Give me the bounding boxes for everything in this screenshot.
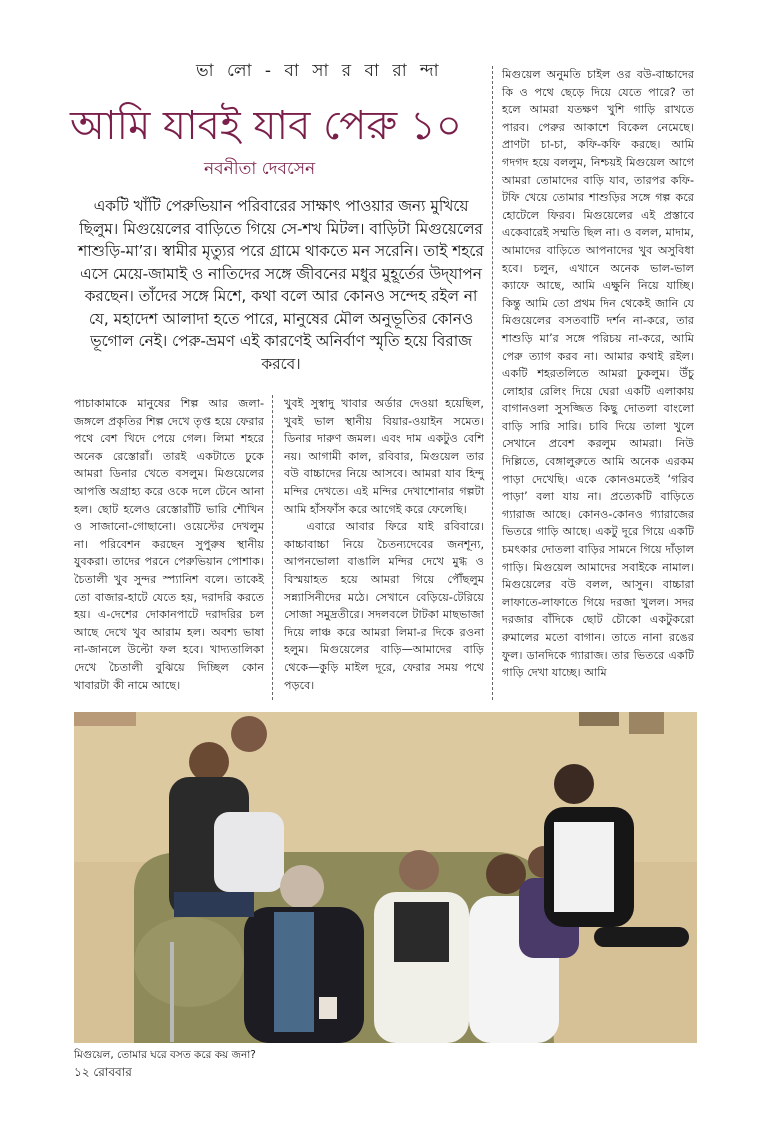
column-divider xyxy=(272,395,273,700)
body-column-3: মিগুয়েল অনুমতি চাইল ওর বউ-বাচ্চাদের কি ও পথে ছেড়ে দিয়ে যেতে পারে? তা হলে আমরা যতক্ষণ খুশি গাড়ি রাখতে পারব। পেরুর আকাশে বিকেল নেমেছে। প্রাণটা চা-চা, কফি-কফি করছে। আমি গদগদ হয়ে বললুম, নিশ্চয়ই মিগুয়েল আগে আমরা তোমাদের বাড়ি যাব, তারপর কফি-টফি খেয়ে তোমার শাশুড়ির সঙ্গে গল্প করে হোটেলে ফিরব। মিগুয়েলের এই প্রস্তাবে একেবারেই সম্মতি ছিল না। ও বলল, মাদাম, আমাদের বাড়িতে আপনাদের খুব অসুবিধা হবে। চলুন, এখানে অনেক ভাল-ভাল ক্যাফে আছে, আমি এক্ষুনি নিয়ে যাচ্ছি। কিন্তু আমি তো প্রথম দিন থেকেই জানি যে মিগুয়েলের বসতবাটি দর্শন না-করে, তার শাশুড়ি মা’র সঙ্গে পরিচয় না-করে, আমি পেরু ত্যাগ করব না। আমার কথাই রইল। একটি শহরতলিতে আমরা ঢুকলুম। উঁচু লোহার রেলিং দিয়ে ঘেরা একটি এলাকায় বাগানওলা সুসজ্জিত কিছু দোতলা বাংলো বাড়ি সারি সারি। চাবি দিয়ে তালা খুলে সেখানে প্রবেশ করলুম আমরা। নিউ দিল্লিতে, বেঙ্গালুরুতে আমি অনেক এরকম পাড়া দেখেছি। একে কোনওমতেই ‘গরিব পাড়া’ বলা যায় না। প্রত্যেকটি বাড়িতে গ্যারাজ আছে। কোনও-কোনও গ্যারাজের ভিতরে গাড়ি আছে। একটু দূরে গিয়ে একটি চমৎকার দোতলা বাড়ির সামনে গিয়ে দাঁড়াল গাড়ি। মিগুয়েল আমাদের সবাইকে নামাল। মিগুয়েলের বউ বলল, আসুন। বাচ্চারা লাফাতে-লাফাতে গিয়ে দরজা খুলল। সদর দরজার বাঁদিকে ছোট চৌকো একটুকরো রুমালের মতো বাগান। তাতে নানা রঙের ফুল। ডানদিকে গ্যারাজ। তার ভিতরে একটি গাড়ি দেখা যাচ্ছে। আমি xyxy=(502,68,695,680)
lead-paragraph: একটি খাঁটি পেরুভিয়ান পরিবারের সাক্ষাৎ পাওয়ার জন্য মুখিয়ে ছিলুম। মিগুয়েলের বাড়িতে গিয়ে সে-শখ মিটল। বাড়িটা মিগুয়েলের শাশুড়ি-মা’র। স্বামীর মৃত্যুর পরে গ্রামে থাকতে মন সরেনি। তাই শহরে এসে মেয়ে-জামাই ও নাতিদের সঙ্গে জীবনের মধুর মুহূর্তের উদ্‌যাপন করছেন। তাঁদের সঙ্গে মিশে, কথা বলে আর কোনও সন্দেহ রইল না যে, মহাদেশ আলাদা হতে পারে, মানুষের মৌল অনুভূতির কোনও ভূগোল নেই। পেরু-ভ্রমণ এই কারণেই অনির্বাণ স্মৃতি হয়ে বিরাজ করবে। xyxy=(78,197,484,373)
family-photo-illustration xyxy=(74,712,697,1043)
author-byline: নবনীতা দেবসেন xyxy=(204,159,316,179)
article-title: আমি যাবই যাব পেরু ১০ xyxy=(70,103,462,149)
body-column-2: খুবই সুস্বাদু খাবার অর্ডার দেওয়া হয়েছিল, খুবই ভাল স্থানীয় বিয়ার-ওয়াইন সমেত। ডিনার দারুণ জমল। এবং দাম একটুও বেশি নয়। আগামী কাল, রবিবার, মিগুয়েল তার বউ বাচ্চাদের নিয়ে আসবে। আমরা যাব হিন্দু মন্দির দেখতে। এই মন্দির দেখাশোনার গল্পটা আমি হাঁসফাঁস করে আগেই করে ফেলেছি। এবারে আবার ফিরে যাই রবিবারে। কাচ্চাবাচ্চা নিয়ে চৈতন্যদেবের জনশূন্য, আপনভোলা বাঙালি মন্দির দেখে মুগ্ধ ও বিস্ময়াহত হয়ে আমরা গিয়ে পৌঁছলুম সন্ন্যাসিনীদের মঠে। সেখানে বেড়িয়ে-টেরিয়ে সোজা সমুদ্রতীরে। সদলবলে টাটকা মাছভাজা দিয়ে লাঞ্চ করে আমরা লিমা-র দিকে রওনা হলুম। মিগুয়েলের বাড়ি—আমাদের বাড়ি থেকে—কুড়ি মাইল দূরে, ফেরার সময় পথে পড়বে। xyxy=(284,397,484,692)
column-divider xyxy=(492,66,493,700)
page-folio: ১২ রোববার xyxy=(74,1065,132,1079)
family-photo xyxy=(74,712,697,1043)
body-column-1: পাচাকামাকে মানুষের শিল্প আর জলা-জঙ্গলে প্রকৃতির শিল্প দেখে তৃপ্ত হয়ে ফেরার পথে বেশ খিদে পেয়ে গেল। লিমা শহরে অনেক রেস্তোরাঁ। তারই একটাতে ঢুকে আমরা ডিনার খেতে বসলুম। মিগুয়েলের আপত্তি অগ্রাহ্য করে ওকে দলে টেনে আনা হল। ছোট হলেও রেস্তোরাঁটি ভারি শৌখিন ও সাজানো-গোছানো। ওয়েস্টের দেখলুম না। পরিবেশন করছেন সুপুরুষ স্থানীয় যুবকরা। তাদের পরনে পেরুভিয়ান পোশাক। চৈতালী খুব সুন্দর স্প্যানিশ বলে। তাকেই তো বাজার-হাটে যেতে হয়, দরাদরি করতে হয়। এ-দেশের দোকানপাটে দরাদরির চল আছে দেখে খুব আরাম হল। অবশ্য ভাষা না-জানলে উল্টো ফল হবে। খাদ্যতালিকা দেখে চৈতালী বুঝিয়ে দিচ্ছিল কোন খাবারটা কী নামে আছে। xyxy=(74,397,264,692)
photo-caption: মিগুয়েল, তোমার ঘরে বসত করে কয় জনা? xyxy=(74,1049,256,1061)
section-label: ভা লো - বা সা র বা রা ন্দা xyxy=(196,61,443,81)
